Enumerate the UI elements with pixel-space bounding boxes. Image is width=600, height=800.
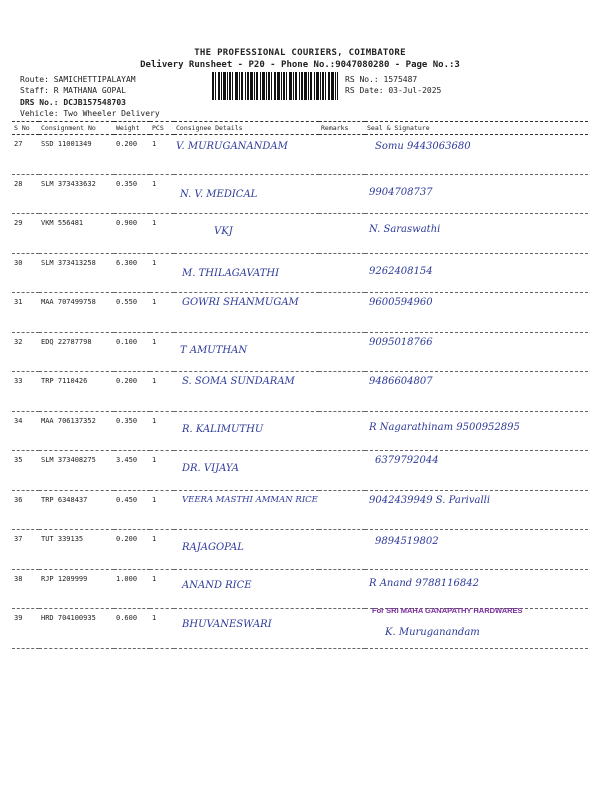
row-seal-signature bbox=[365, 332, 588, 372]
row-consignment-no: SLM 373433632 bbox=[39, 174, 114, 214]
row-pcs: 1 bbox=[150, 332, 174, 372]
row-consignee-details bbox=[174, 253, 319, 293]
row-seal-signature bbox=[365, 135, 588, 175]
row-consignee-details bbox=[174, 411, 319, 451]
table-row bbox=[12, 530, 588, 570]
table-row bbox=[12, 174, 588, 214]
row-seal-signature bbox=[365, 293, 588, 333]
row-remarks bbox=[319, 135, 365, 175]
row-consignment-no: MAA 706137352 bbox=[39, 411, 114, 451]
signature-handwriting: 9095018766 bbox=[369, 336, 433, 348]
row-seal-signature bbox=[365, 253, 588, 293]
col-header-weight: Weight bbox=[114, 122, 150, 135]
row-seal-signature bbox=[365, 411, 588, 451]
row-weight: 0.200 bbox=[114, 135, 150, 175]
row-weight: 1.000 bbox=[114, 569, 150, 609]
row-weight: 0.200 bbox=[114, 530, 150, 570]
row-pcs: 1 bbox=[150, 530, 174, 570]
row-consignment-no: HRD 704100935 bbox=[39, 609, 114, 649]
row-consignee-details bbox=[174, 451, 319, 491]
row-remarks bbox=[319, 253, 365, 293]
row-consignment-no: EDQ 22787798 bbox=[39, 332, 114, 372]
consignee-handwriting: ANAND RICE bbox=[182, 579, 252, 591]
row-pcs: 1 bbox=[150, 451, 174, 491]
consignee-handwriting: VEERA MASTHI AMMAN RICE bbox=[182, 494, 318, 505]
row-pcs: 1 bbox=[150, 372, 174, 412]
row-sno: 30 bbox=[12, 253, 39, 293]
consignee-handwriting: R. KALIMUTHU bbox=[182, 423, 264, 435]
row-consignment-no: TUT 339135 bbox=[39, 530, 114, 570]
row-pcs: 1 bbox=[150, 135, 174, 175]
signature-handwriting: 9904708737 bbox=[369, 186, 433, 198]
table-row bbox=[12, 214, 588, 254]
row-consignee-details bbox=[174, 609, 319, 649]
signature-handwriting: R Anand 9788116842 bbox=[369, 577, 479, 589]
consignee-handwriting: RAJAGOPAL bbox=[182, 542, 244, 553]
row-seal-signature bbox=[365, 490, 588, 530]
col-header-seal: Seal & Signature bbox=[365, 122, 588, 135]
signature-handwriting: 9894519802 bbox=[375, 536, 439, 547]
row-pcs: 1 bbox=[150, 411, 174, 451]
row-remarks bbox=[319, 451, 365, 491]
row-consignee-details bbox=[174, 372, 319, 412]
row-sno: 32 bbox=[12, 332, 39, 372]
row-consignment-no: SLM 373408275 bbox=[39, 451, 114, 491]
row-remarks bbox=[319, 214, 365, 254]
col-header-remarks: Remarks bbox=[319, 122, 365, 135]
signature-handwriting: 9262408154 bbox=[369, 265, 433, 277]
consignee-handwriting: DR. VIJAYA bbox=[182, 463, 239, 474]
table-row bbox=[12, 411, 588, 451]
row-consignee-details bbox=[174, 569, 319, 609]
row-weight: 0.100 bbox=[114, 332, 150, 372]
row-weight: 0.900 bbox=[114, 214, 150, 254]
table-header-row bbox=[12, 122, 588, 135]
row-consignee-details bbox=[174, 490, 319, 530]
runsheet-table bbox=[12, 121, 588, 649]
runsheet-subtitle: Delivery Runsheet - P20 - Phone No.:9047080280 - Page No.:3 bbox=[140, 60, 460, 70]
row-sno: 38 bbox=[12, 569, 39, 609]
consignee-handwriting: S. SOMA SUNDARAM bbox=[182, 376, 295, 387]
row-sno: 33 bbox=[12, 372, 39, 412]
route-label: Route: SAMICHETTIPALAYAM bbox=[20, 75, 136, 84]
col-header-pcs: PCS bbox=[150, 122, 174, 135]
table-row bbox=[12, 451, 588, 491]
row-sno: 37 bbox=[12, 530, 39, 570]
rs-date: RS Date: 03-Jul-2025 bbox=[345, 86, 442, 95]
row-weight: 0.350 bbox=[114, 174, 150, 214]
consignee-handwriting: T AMUTHAN bbox=[180, 344, 248, 356]
row-remarks bbox=[319, 293, 365, 333]
signature-handwriting: 9486604807 bbox=[369, 376, 433, 387]
signature-handwriting: 6379792044 bbox=[375, 455, 439, 466]
row-weight: 0.450 bbox=[114, 490, 150, 530]
rs-number: RS No.: 1575487 bbox=[345, 75, 418, 84]
row-seal-signature bbox=[365, 174, 588, 214]
row-seal-signature bbox=[365, 569, 588, 609]
barcode-image bbox=[212, 72, 338, 100]
row-consignment-no: TRP 7110426 bbox=[39, 372, 114, 412]
row-consignee-details bbox=[174, 174, 319, 214]
table-row bbox=[12, 135, 588, 175]
consignee-handwriting: BHUVANESWARI bbox=[182, 619, 272, 630]
row-pcs: 1 bbox=[150, 569, 174, 609]
consignee-handwriting: V. MURUGANANDAM bbox=[176, 141, 288, 152]
signature-handwriting: 9042439949 S. Parivalli bbox=[369, 494, 491, 506]
row-remarks bbox=[319, 490, 365, 530]
row-pcs: 1 bbox=[150, 174, 174, 214]
row-remarks bbox=[319, 372, 365, 412]
row-seal-signature bbox=[365, 530, 588, 570]
row-seal-signature bbox=[365, 451, 588, 491]
row-sno: 34 bbox=[12, 411, 39, 451]
signature-handwriting: Somu 9443063680 bbox=[375, 141, 471, 152]
drs-label: DRS No.: DCJB157548703 bbox=[20, 98, 126, 107]
consignee-handwriting: N. V. MEDICAL bbox=[180, 188, 258, 200]
row-sno: 28 bbox=[12, 174, 39, 214]
row-pcs: 1 bbox=[150, 293, 174, 333]
signature-handwriting: K. Muruganandam bbox=[385, 627, 480, 638]
row-remarks bbox=[319, 174, 365, 214]
row-remarks bbox=[319, 609, 365, 649]
table-row bbox=[12, 332, 588, 372]
row-sno: 35 bbox=[12, 451, 39, 491]
row-weight: 0.600 bbox=[114, 609, 150, 649]
company-title: THE PROFESSIONAL COURIERS, COIMBATORE bbox=[194, 48, 406, 58]
row-consignee-details bbox=[174, 530, 319, 570]
consignee-handwriting: M. THILAGAVATHI bbox=[182, 267, 280, 279]
consignee-handwriting: GOWRI SHANMUGAM bbox=[182, 297, 299, 308]
row-pcs: 1 bbox=[150, 214, 174, 254]
row-remarks bbox=[319, 530, 365, 570]
row-weight: 3.450 bbox=[114, 451, 150, 491]
signature-handwriting: R Nagarathinam 9500952895 bbox=[369, 421, 520, 433]
row-consignee-details bbox=[174, 214, 319, 254]
row-weight: 0.200 bbox=[114, 372, 150, 412]
row-sno: 27 bbox=[12, 135, 39, 175]
row-remarks bbox=[319, 411, 365, 451]
row-weight: 0.350 bbox=[114, 411, 150, 451]
row-seal-signature bbox=[365, 372, 588, 412]
row-consignment-no: SSD 11001349 bbox=[39, 135, 114, 175]
row-sno: 29 bbox=[12, 214, 39, 254]
row-consignee-details bbox=[174, 332, 319, 372]
row-remarks bbox=[319, 569, 365, 609]
row-sno: 31 bbox=[12, 293, 39, 333]
table-row bbox=[12, 293, 588, 333]
col-header-consignee: Consignee Details bbox=[174, 122, 319, 135]
hardware-stamp: For SRI MAHA GANAPATHY HARDWARES bbox=[372, 606, 523, 615]
row-consignment-no: TRP 6348437 bbox=[39, 490, 114, 530]
vehicle-label: Vehicle: Two Wheeler Delivery bbox=[20, 109, 160, 118]
row-weight: 0.550 bbox=[114, 293, 150, 333]
table-row bbox=[12, 569, 588, 609]
signature-handwriting: N. Saraswathi bbox=[369, 224, 441, 235]
table-row bbox=[12, 490, 588, 530]
col-header-sno: S No bbox=[12, 122, 39, 135]
row-sno: 36 bbox=[12, 490, 39, 530]
row-pcs: 1 bbox=[150, 490, 174, 530]
table-row bbox=[12, 372, 588, 412]
col-header-consignment: Consignment No bbox=[39, 122, 114, 135]
table-row bbox=[12, 253, 588, 293]
signature-handwriting: 9600594960 bbox=[369, 297, 433, 308]
consignee-handwriting: VKJ bbox=[214, 226, 233, 237]
row-consignment-no: RJP 1209999 bbox=[39, 569, 114, 609]
row-sno: 39 bbox=[12, 609, 39, 649]
row-consignment-no: VKM 556481 bbox=[39, 214, 114, 254]
row-pcs: 1 bbox=[150, 253, 174, 293]
row-consignee-details bbox=[174, 135, 319, 175]
row-weight: 6.300 bbox=[114, 253, 150, 293]
row-remarks bbox=[319, 332, 365, 372]
staff-label: Staff: R MATHANA GOPAL bbox=[20, 86, 126, 95]
row-pcs: 1 bbox=[150, 609, 174, 649]
row-consignment-no: MAA 707499758 bbox=[39, 293, 114, 333]
row-seal-signature bbox=[365, 214, 588, 254]
row-consignment-no: SLM 373413258 bbox=[39, 253, 114, 293]
row-consignee-details bbox=[174, 293, 319, 333]
